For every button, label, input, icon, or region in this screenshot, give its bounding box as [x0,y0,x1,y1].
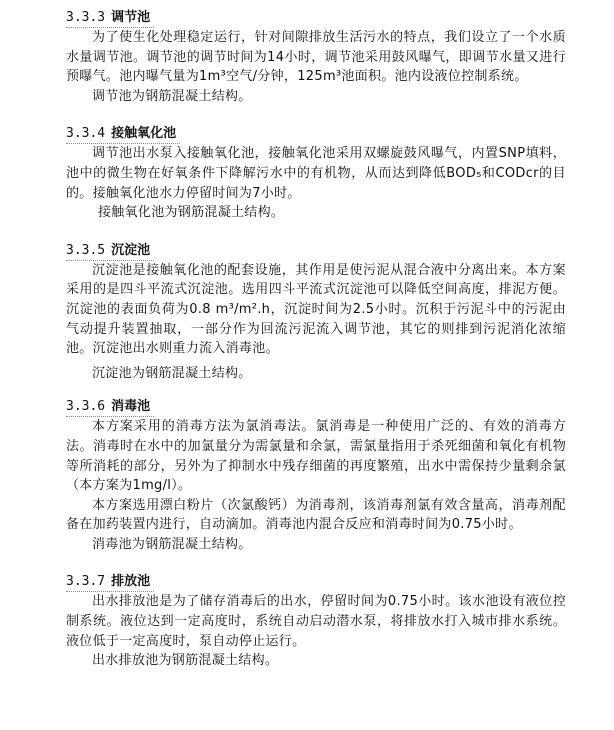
section-number: 3.3.3 [66,10,106,25]
section-title: 调节池 [111,10,151,25]
section-3-3-4 [66,122,566,222]
section-3-3-7 [66,570,566,670]
section-3-3-5 [66,239,566,384]
paragraph: 为了使生化处理稳定运行，针对间隙排放生活污水的特点，我们设立了一个水质水量调节池。调节池的调节时间为14小时，调节池采用鼓风曝气，即调节水量又进行预曝气。池内曝气量为1m³空气/分钟，125m³池面积。池内设液位控制系统。 [66,30,566,85]
paragraph: 接触氧化池为钢筋混凝土结构。 [98,205,285,221]
paragraph: 消毒池为钢筋混凝土结构。 [92,536,252,552]
section-3-3-3 [66,6,566,106]
paragraph: 调节池为钢筋混凝土结构。 [92,88,252,104]
section-heading [66,573,154,592]
section-heading [66,242,154,261]
paragraph: 沉淀池为钢筋混凝土结构。 [92,365,252,381]
section-number: 3.3.5 [66,242,106,258]
section-title: 消毒池 [111,399,151,415]
section-heading [66,9,154,28]
section-number: 3.3.6 [66,399,106,415]
section-number: 3.3.4 [66,126,106,142]
section-3-3-6 [66,395,566,554]
section-title: 接触氧化池 [111,126,177,142]
paragraph: 本方案采用的消毒方法为氯消毒法。氯消毒是一种使用广泛的、有效的消毒方法。消毒时在水中的加氯量分为需氯量和余氯，需氯量指用于杀死细菌和氧化有机物等所消耗的部分，另外为了抑制水中残存细菌的再度繁殖，出水中需保持少量剩余氯（本方案为1mg/l）。 [66,419,566,494]
section-title: 排放池 [111,574,151,590]
paragraph: 出水排放池为钢筋混凝土结构。 [92,653,279,669]
paragraph: 沉淀池是接触氧化池的配套设施，其作用是使污泥从混合液中分离出来。本方案采用的是四斗平流式沉淀池。选用四斗平流式沉淀池可以降低空间高度，排泥方便。沉淀池的表面负荷为0.8 m³/m².h，沉淀时间为2.5小时。沉积于污泥斗中的污泥由气动提升装置抽取，一部分作为回流污泥流入调节池，其它的则排到污泥消化浓缩池。沉淀池出水则重力流入消毒池。 [66,262,566,357]
section-number: 3.3.7 [66,574,106,590]
document-body [66,6,566,671]
section-title: 沉淀池 [111,242,151,258]
paragraph: 调节池出水泵入接触氧化池，接触氧化池采用双螺旋鼓风曝气，内置SNP填料，池中的微生物在好氧条件下降解污水中的有机物，从而达到降低BOD₅和CODcr的目的。接触氧化池水力停留时间为7小时。 [66,146,566,201]
section-heading [66,398,154,417]
paragraph: 出水排放池是为了储存消毒后的出水，停留时间为0.75小时。该水池设有液位控制系统。液位达到一定高度时，系统自动启动潜水泵，将排放水打入城市排水系统。液位低于一定高度时，泵自动停止运行。 [66,594,566,649]
section-heading [66,125,180,144]
paragraph: 本方案选用漂白粉片（次氯酸钙）为消毒剂，该消毒剂氯有效含量高，消毒剂配备在加药装置内进行，自动滴加。消毒池内混合反应和消毒时间为0.75小时。 [66,497,566,533]
